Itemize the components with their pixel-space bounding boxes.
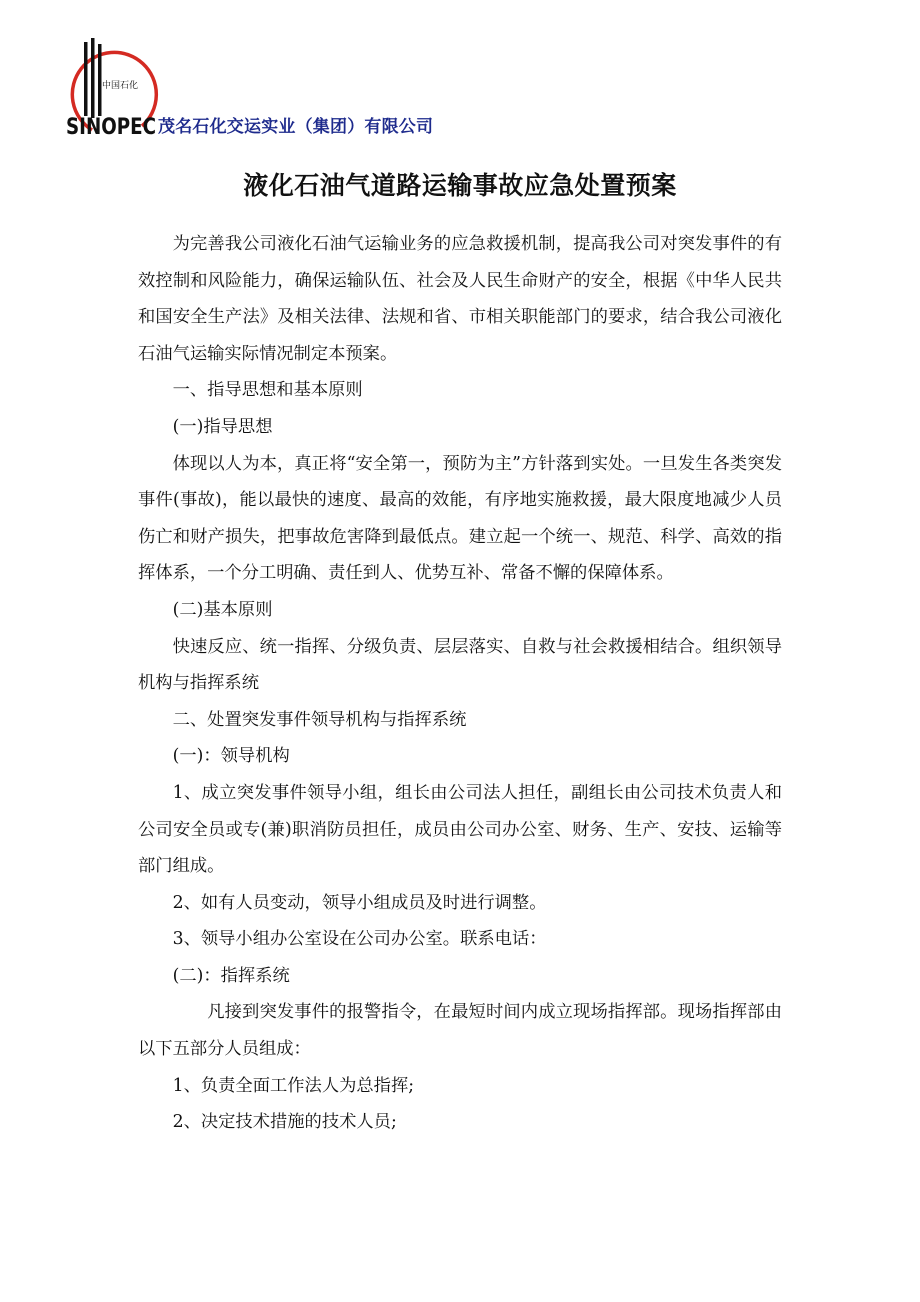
list-item: 2、如有人员变动，领导小组成员及时进行调整。 bbox=[172, 892, 547, 913]
sinopec-logo-icon bbox=[62, 34, 158, 138]
company-name: 茂名石化交运实业（集团）有限公司 bbox=[158, 117, 434, 137]
subsection-heading: (一)：领导机构 bbox=[172, 746, 290, 767]
svg-text:SINOPEC: SINOPEC bbox=[66, 115, 156, 140]
list-item: 3、领导小组办公室设在公司办公室。联系电话： bbox=[172, 929, 547, 950]
subsection-heading: (一)指导思想 bbox=[172, 416, 273, 437]
paragraph: 快速反应、统一指挥、分级负责、层层落实、自救与社会救援相结合。组织领导机构与指挥系统 bbox=[138, 636, 782, 694]
paragraph: 凡接到突发事件的报警指令，在最短时间内成立现场指挥部。现场指挥部由以下五部分人员组成： bbox=[138, 1002, 782, 1060]
document-body bbox=[138, 226, 782, 1141]
paragraph: 体现以人为本，真正将“安全第一，预防为主”方针落到实处。一旦发生各类突发事件(事故)，能以最快的速度、最高的效能，有序地实施救援，最大限度地减少人员伤亡和财产损失，把事故危害降到最低点。建立起一个统一、规范、科学、高效的指挥体系，一个分工明确、责任到人、优势互补、常备不懈的保障体系。 bbox=[138, 453, 782, 584]
letterhead bbox=[62, 34, 482, 140]
subsection-heading: (二)：指挥系统 bbox=[172, 965, 290, 986]
document-title: 液化石油气道路运输事故应急处置预案 bbox=[243, 171, 677, 200]
section-heading-1: 一、指导思想和基本原则 bbox=[172, 380, 363, 401]
svg-text:中国石化: 中国石化 bbox=[102, 81, 139, 91]
paragraph-intro: 为完善我公司液化石油气运输业务的应急救援机制，提高我公司对突发事件的有效控制和风险能力，确保运输队伍、社会及人民生命财产的安全，根据《中华人民共和国安全生产法》及相关法律、法规和省、市相关职能部门的要求，结合我公司液化石油气运输实际情况制定本预案。 bbox=[138, 234, 782, 364]
section-heading-2: 二、处置突发事件领导机构与指挥系统 bbox=[172, 709, 467, 730]
subsection-heading: (二)基本原则 bbox=[172, 599, 273, 620]
list-item: 1、成立突发事件领导小组，组长由公司法人担任，副组长由公司技术负责人和公司安全员或专(兼)职消防员担任，成员由公司办公室、财务、生产、安技、运输等部门组成。 bbox=[138, 782, 782, 877]
list-item: 2、决定技术措施的技术人员; bbox=[172, 1112, 397, 1133]
list-item: 1、负责全面工作法人为总指挥; bbox=[172, 1075, 415, 1096]
